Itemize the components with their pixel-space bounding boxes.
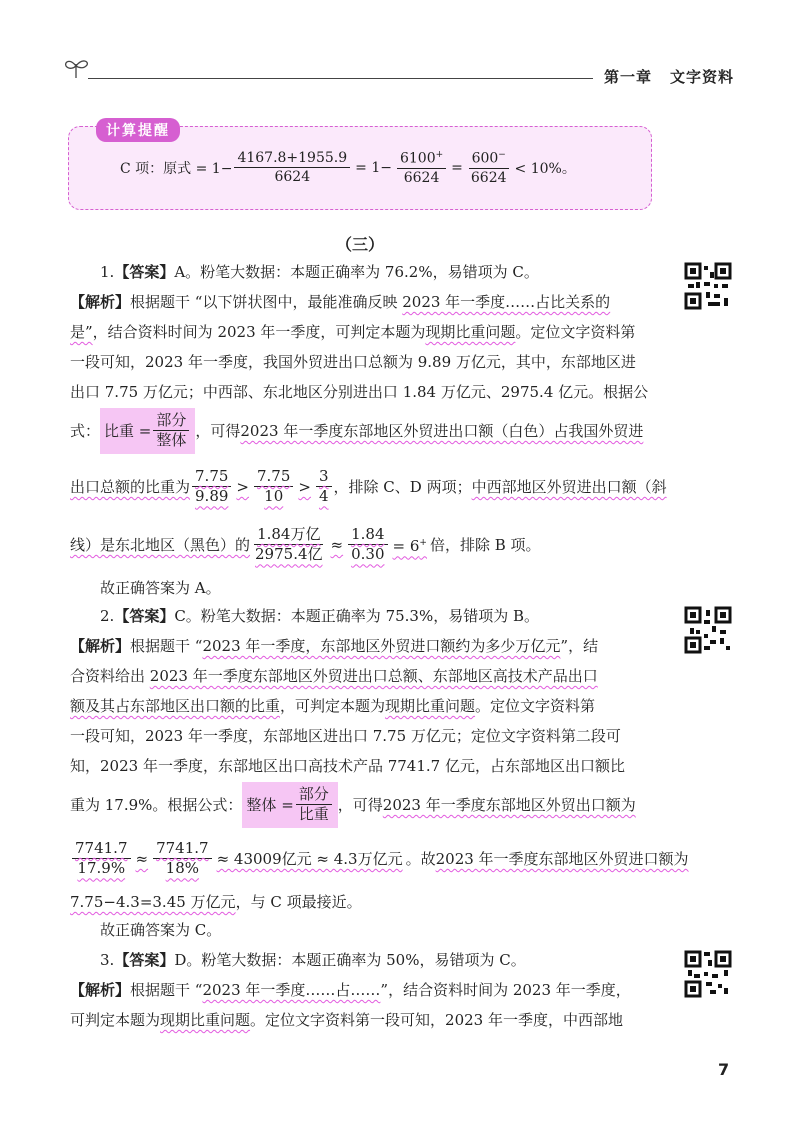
page-number: 7 bbox=[718, 1060, 730, 1079]
calc-tip-tag: 计算提醒 bbox=[96, 118, 180, 142]
chapter-label: 第一章 bbox=[604, 68, 653, 86]
qr-code-icon[interactable] bbox=[684, 950, 732, 998]
q3-analysis-line-2: 可判定本题为现期比重问题。定位文字资料第一段可知，2023 年一季度，中西部地 bbox=[70, 1011, 623, 1029]
sprout-icon bbox=[62, 56, 92, 80]
fraction: $\frac{6100^+}{6624}$ bbox=[397, 150, 446, 186]
q2-analysis-line-2: 合资料给出 2023 年一季度东部地区外贸进出口总额、东部地区高技术产品出口 bbox=[70, 667, 598, 685]
q2-analysis-line-1: 【解析】根据题干 “2023 年一季度，东部地区外贸进口额约为多少万亿元”，结 bbox=[70, 637, 599, 655]
q2-analysis-line-6: 重为 17.9%。根据公式： 整体 = $\frac{\text{部分}}{\text{比重}}$ ，可得 2023 年一季度东部地区外贸出口额为 bbox=[70, 782, 636, 828]
q1-analysis-line-7: 线）是东北地区（黑色）的 $\frac{\text{1.84万亿}}{\text{2975.4亿}}$ ≈ $\frac{1.84}{0.30}$ = 6+ 倍，排除 B 项。 bbox=[70, 525, 541, 564]
section-title: （三） bbox=[335, 235, 384, 254]
section-label: 文字资料 bbox=[670, 68, 735, 86]
q1-analysis-line-1: 【解析】根据题干 “以下饼状图中，最能准确反映 2023 年一季度……占比关系的 bbox=[70, 293, 611, 311]
fraction: $\frac{4167.8+1955.9}{6624}$ bbox=[234, 150, 350, 185]
q1-analysis-line-2: 是”，结合资料时间为 2023 年一季度，可判定本题为现期比重问题。定位文字资料第 bbox=[70, 323, 636, 341]
calc-tip-formula: C 项：原式 = 1− $\frac{4167.8+1955.9}{6624}$ = 1− $\frac{6100^+}{6624}$ = $\frac{600^-}{6624}$ < 10%。 bbox=[120, 150, 576, 186]
qr-code-icon[interactable] bbox=[684, 606, 732, 654]
q1-analysis-line-3: 一段可知，2023 年一季度，我国外贸进出口总额为 9.89 万亿元，其中，东部地区进 bbox=[70, 353, 636, 371]
q1-analysis-line-4: 出口 7.75 万亿元；中西部、东北地区分别进出口 1.84 万亿元、2975.4 亿元。根据公 bbox=[70, 383, 649, 401]
qr-code-icon[interactable] bbox=[684, 262, 732, 310]
running-header bbox=[604, 66, 734, 87]
q2-analysis-line-7: $\frac{7741.7}{17.9\%}$ ≈ $\frac{7741.7}{18\%}$ ≈ 43009亿元 ≈ 4.3万亿元 。故 2023 年一季度东部地区外贸进口额为 bbox=[70, 840, 689, 878]
q1-answer-line: 1.【答案】A。粉笔大数据：本题正确率为 76.2%，易错项为 C。 bbox=[100, 263, 539, 281]
q3-answer-line: 3.【答案】D。粉笔大数据：本题正确率为 50%，易错项为 C。 bbox=[100, 951, 526, 969]
q2-analysis-line-4: 一段可知，2023 年一季度，东部地区进出口 7.75 万亿元；定位文字资料第二段可 bbox=[70, 727, 621, 745]
q1-analysis-line-6: 出口总额的比重为 $\frac{7.75}{9.89}$ > $\frac{7.75}{10}$ > $\frac{3}{4}$ ，排除 C、D 两项； 中西部地区外贸进出口额（斜 bbox=[70, 467, 667, 506]
formula-highlight: 整体 = $\frac{\text{部分}}{\text{比重}}$ bbox=[242, 782, 337, 828]
fraction: $\frac{600^-}{6624}$ bbox=[468, 150, 510, 186]
formula-highlight: 比重 = $\frac{\text{部分}}{\text{整体}}$ bbox=[100, 408, 195, 454]
q2-answer-line: 2.【答案】C。粉笔大数据：本题正确率为 75.3%，易错项为 B。 bbox=[100, 607, 540, 625]
q2-analysis-line-5: 知，2023 年一季度，东部地区出口高技术产品 7741.7 亿元，占东部地区出口额比 bbox=[70, 757, 625, 775]
formula-label: C 项：原式 = 1− bbox=[120, 160, 233, 177]
header-rule bbox=[88, 78, 593, 79]
q3-analysis-line-1: 【解析】根据题干 “2023 年一季度……占……”，结合资料时间为 2023 年一季度， bbox=[70, 981, 631, 999]
q1-analysis-line-5: 式： 比重 = $\frac{\text{部分}}{\text{整体}}$ ，可得 2023 年一季度东部地区外贸进出口额（白色）占我国外贸进 bbox=[70, 408, 643, 454]
q1-conclusion: 故正确答案为 A。 bbox=[100, 579, 221, 597]
q2-conclusion: 故正确答案为 C。 bbox=[100, 921, 222, 939]
q2-analysis-line-3: 额及其占东部地区出口额的比重，可判定本题为现期比重问题。定位文字资料第 bbox=[70, 697, 596, 715]
q2-analysis-line-8: 7.75−4.3=3.45 万亿元，与 C 项最接近。 bbox=[70, 893, 362, 911]
